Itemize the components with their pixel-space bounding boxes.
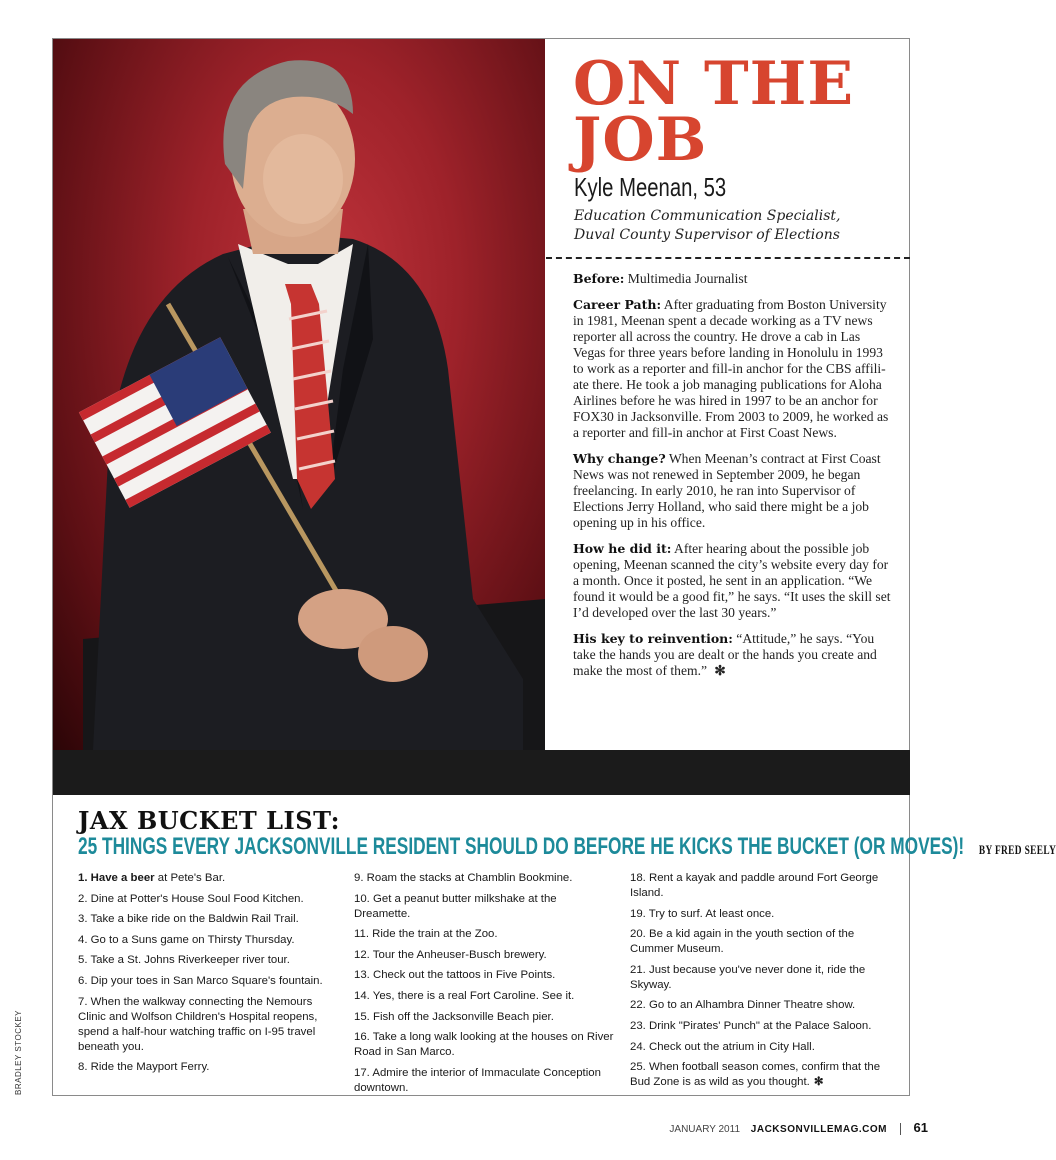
item-text: 5. Take a St. Johns Riverkeeper river tour.	[78, 954, 290, 967]
section-label: Why change?	[573, 451, 666, 466]
page-footer	[669, 1120, 928, 1135]
item-text: 22. Go to an Alhambra Dinner Theatre show.	[630, 999, 856, 1012]
subject-name: Kyle Meenan, 53	[574, 172, 727, 202]
job-title-line-1: Education Communication Specialist,	[574, 208, 841, 224]
section-text: After graduating from Boston University in 1981, Meenan spent a decade working as a TV news reporter all across the country. He drove a cab in Las Vegas for three years before landing in Honolulu in 1993 to work as a reporter and fill-in anchor for the CBS affili-ate there. He took a job managing publications for Aloha Airlines before he was hired in 1997 to be an anchor for FOX30 in Jacksonville. From 2003 to 2009, he worked as a reporter and fill-in anchor at First Coast News.	[573, 297, 889, 440]
photo-credit: BRADLEY STOCKEY	[14, 1009, 23, 1095]
item-text: 23. Drink "Pirates' Punch" at the Palace Saloon.	[630, 1019, 872, 1032]
footer-date: JANUARY 2011	[669, 1124, 741, 1135]
bucket-column-1	[78, 871, 340, 1081]
list-item	[78, 995, 340, 1055]
end-mark-icon: ✻	[813, 1076, 824, 1089]
list-item	[354, 871, 616, 886]
list-item	[78, 974, 340, 989]
subject-job-title	[574, 207, 894, 245]
section-text: After hearing about the possible job opening, Meenan scanned the city’s website every day for a month. Once it posted, he sent in an application. “We found it would be a good fit,” he says. “It uses the skill set I’d developed over the last 30 years.”	[573, 541, 891, 620]
list-item	[630, 871, 892, 901]
section-how-he-did-it	[573, 541, 891, 621]
item-text: 11. Ride the train at the Zoo.	[354, 928, 498, 941]
item-text: 20. Be a kid again in the youth section of the Cummer Museum.	[630, 928, 855, 956]
item-text: 17. Admire the interior of Immaculate Conception downtown.	[354, 1066, 601, 1094]
item-text: 12. Tour the Anheuser-Busch brewery.	[354, 948, 547, 961]
item-text: 24. Check out the atrium in City Hall.	[630, 1040, 815, 1053]
headline-line-2: JOB	[573, 105, 708, 175]
list-item	[354, 948, 616, 963]
list-item	[630, 998, 892, 1013]
section-text: When Meenan’s contract at First Coast News was not renewed in September 2009, he began freelancing. In early 2010, he ran into Supervisor of Elections Jerry Holland, who said there might be a job opening up in his office.	[573, 451, 881, 530]
page-number: 61	[913, 1120, 928, 1135]
bucket-list-title: JAX BUCKET LIST:	[78, 806, 340, 835]
item-text: 25. When football season comes, confirm that the Bud Zone is as wild as you thought.	[630, 1061, 881, 1089]
divider-bar	[53, 750, 910, 795]
bucket-column-3	[630, 871, 892, 1096]
profile-text	[573, 271, 891, 689]
list-item	[354, 892, 616, 922]
item-text: 9. Roam the stacks at Chamblin Bookmine.	[354, 872, 573, 884]
section-career-path	[573, 297, 891, 441]
end-mark-icon: ✻	[714, 663, 726, 678]
item-text: 2. Dine at Potter's House Soul Food Kitchen.	[78, 892, 304, 905]
list-item	[78, 892, 340, 907]
section-label: His key to reinvention:	[573, 631, 733, 646]
headline-line-1: ON THE	[573, 49, 855, 119]
list-item	[78, 871, 340, 886]
list-item	[354, 1066, 616, 1096]
list-item	[354, 927, 616, 942]
list-item	[630, 1060, 892, 1090]
item-text: 3. Take a bike ride on the Baldwin Rail Trail.	[78, 913, 299, 926]
item-text: 6. Dip your toes in San Marco Square's fountain.	[78, 974, 323, 987]
section-key-to-reinvention	[573, 631, 891, 679]
item-text: 14. Yes, there is a real Fort Caroline. See it.	[354, 989, 575, 1002]
page-title	[573, 49, 855, 175]
item-text: at Pete's Bar.	[154, 872, 226, 884]
portrait-photo	[53, 39, 545, 750]
list-item	[78, 953, 340, 968]
section-label: Before:	[573, 271, 625, 286]
bucket-column-2	[354, 871, 616, 1101]
item-text: 13. Check out the tattoos in Five Points.	[354, 969, 556, 982]
section-before	[573, 271, 891, 287]
list-item	[78, 933, 340, 948]
list-item	[78, 1060, 340, 1075]
list-item	[630, 907, 892, 922]
portrait-illustration	[53, 39, 545, 750]
list-item	[354, 989, 616, 1004]
footer-separator	[900, 1123, 901, 1135]
job-title-line-2: Duval County Supervisor of Elections	[574, 227, 840, 243]
list-item	[354, 1010, 616, 1025]
item-emphasis: 1. Have a beer	[78, 872, 155, 884]
list-item	[630, 927, 892, 957]
item-text: 15. Fish off the Jacksonville Beach pier.	[354, 1010, 554, 1023]
bucket-list-subtitle-row	[78, 833, 1056, 861]
section-label: How he did it:	[573, 541, 672, 556]
list-item	[78, 912, 340, 927]
item-text: 21. Just because you've never done it, ride the Skyway.	[630, 963, 866, 991]
list-item	[630, 1040, 892, 1055]
item-text: 7. When the walkway connecting the Nemours Clinic and Wolfson Children's Hospital reopens, spend a half-hour watching traffic on I-95 travel beneath you.	[78, 995, 318, 1053]
list-item	[354, 1030, 616, 1060]
list-item	[630, 1019, 892, 1034]
item-text: 18. Rent a kayak and paddle around Fort George Island.	[630, 872, 879, 899]
list-item	[630, 963, 892, 993]
section-text: Multimedia Journalist	[627, 271, 748, 286]
dashed-divider	[546, 257, 910, 259]
section-text: “Attitude,” he says. “You take the hands you are dealt or the hands you create and make the most of them.”	[573, 631, 877, 678]
bucket-list-subtitle: 25 THINGS EVERY JACKSONVILLE RESIDENT SHOULD DO BEFORE HE KICKS THE BUCKET (OR MOVES)!	[78, 833, 965, 860]
item-text: 19. Try to surf. At least once.	[630, 907, 775, 920]
item-text: 8. Ride the Mayport Ferry.	[78, 1061, 210, 1074]
footer-website[interactable]: JACKSONVILLEMAG.COM	[750, 1124, 887, 1135]
item-text: 4. Go to a Suns game on Thirsty Thursday.	[78, 933, 295, 946]
section-why-change	[573, 451, 891, 531]
item-text: 10. Get a peanut butter milkshake at the Dreamette.	[354, 892, 557, 920]
section-label: Career Path:	[573, 297, 662, 312]
byline: BY FRED SEELY	[978, 842, 1056, 857]
list-item	[354, 968, 616, 983]
item-text: 16. Take a long walk looking at the houses on River Road in San Marco.	[354, 1031, 614, 1059]
